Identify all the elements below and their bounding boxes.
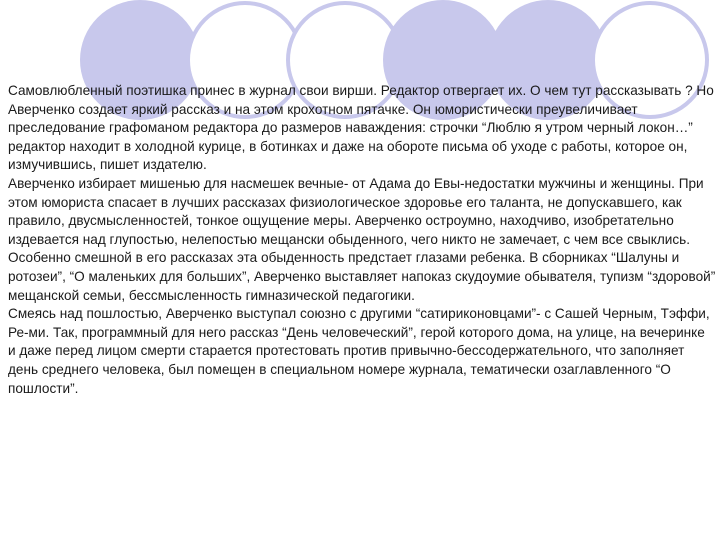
paragraph-1: Самовлюбленный поэтишка принес в журнал свои вирши. Редактор отвергает их. О чем тут рассказывать ? Но Аверченко создает яркий рассказ и на этом крохотном пятачке. Он юмористически преувеличивает преследование графоманом редактора до размеров наваждения: строчки “Люблю я утром черный локон…” редактор находит в холодной курице, в ботинках и даже на обороте письма об уходе с работы, которое он, измучившись, пишет издателю. (8, 83, 714, 173)
body-text (8, 82, 716, 398)
paragraph-2: Аверченко избирает мишенью для насмешек вечные- от Адама до Евы-недостатки мужчины и женщины. При этом юмориста спасает в лучших рассказах физиологическое здоровье его таланта, не допускавшего, как правило, двусмысленностей, тонкое ощущение меры. Аверченко остроумно, находчиво, изобретательно издевается над глупостью, нелепостью мещански обыденного, чего никто не замечает, с чем все свыклись. Особенно смешной в его рассказах эта обыденность предстает глазами ребенка. В сборниках “Шалуны и ротозеи”, “О маленьких для больших”, Аверченко выставляет напоказ скудоумие обывателя, тупизм “здоровой” мещанской семьи, бессмысленность гимназической педагогики. (8, 175, 716, 303)
paragraph-3: Смеясь над пошлостью, Аверченко выступал союзно с другими “сатириконовцами”- с Сашей Черным, Тэффи, Ре-ми. Так, программный для него рассказ “День человеческий”, герой которого дома, на улице, на вечеринке и даже перед лицом смерти старается протестовать против привычно-бессодержательного, что заполняет день среднего человека, был помещен в специальном номере журнала, тематически озаглавленного “О пошлости”. (8, 306, 710, 396)
